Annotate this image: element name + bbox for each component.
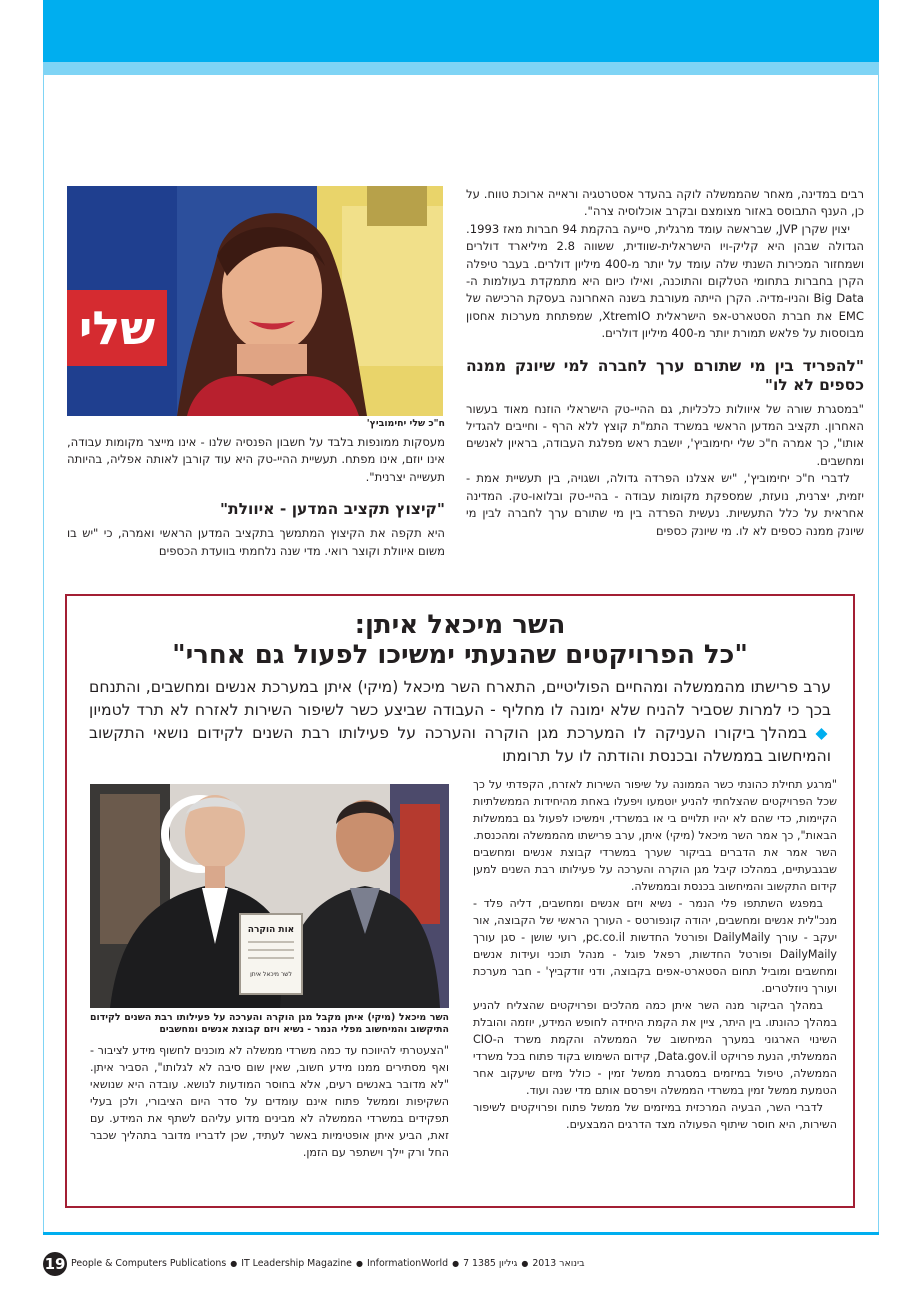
award-photo <box>90 784 449 1008</box>
bullet-icon: ● <box>521 1259 529 1268</box>
footer-issue: גיליון 1385 <box>472 1258 518 1269</box>
page-frame-left <box>43 75 44 1235</box>
body-paragraph: "הצעטרתי להיווכח עד כמה משרדי ממשלה לא מוכנים לחשוף מידע לציבור - ואף מסתירים ממנו מידע חשוב, שאין שום סיבה לא לגלותו", הסביר איתן. "לא מדובר באנשים רעים, אלא בחוסר המודעות לנושא. עובדה היא שנושאי השקיפות וממשל פתוח אינם עומדים על סדר היום הציבורי, ולכן בעלי תפקידים במשרדי הממשלה לא מבינים מדוע עליהם לשתף את המידע. עם זאת, הביע איתן אופטימיות באשר לעתיד, שכן לדבריו מדובר בתהליך שכבר החל ורק יילך וישתפר עם הזמן. <box>90 1044 449 1159</box>
photo-caption: השר מיכאל (מיקי) איתן מקבל מגן הוקרה והערכה על פעילותו רבת השנים לקידום התיקשוב והמיחשוב מפלי הנמר - נשיא ויזם קבוצת אנשים ומחשבים <box>90 1012 449 1035</box>
body-paragraph: לדברי השר, הבעיה המרכזית במיזמים של ממשל פתוח ופרויקטים לשיפור השירות, היא חוסר שיתוף הפעולה מצד הדרגים המבצעים. <box>473 1101 837 1131</box>
plaque-name: לשר מיכאל איתן <box>250 971 292 978</box>
article-left-column <box>67 418 445 560</box>
subheading: "להפריד בין מי שתורם ערך לחברה למי שיונק ממנה כספים לא לו" <box>466 356 864 394</box>
body-paragraph: במהלך הביקור מנה השר איתן כמה מהלכים ופרויקטים שהצליח להניע במהלך כהונתו. בין היתר, ציין את הקמת היחידה לחופש המידע, יוזמה והובלת השינוי הארגוני במערך המיחשוב של הממשלה והקמת משרד ה-CIO הממשלתי, הנעת פרויקט Data.gov.il, קידום השימוש בקוד פתוח בכל משרדי הממשלה, טיפול במיזמים במסגרת ממשל זמין - כולל מיזם שיעקוב אחר הטמעת ממשל זמין במשרדי הממשלה ויפרסם אותם מדי שנה ועוד. <box>473 999 837 1097</box>
photo-caption: ח"כ שלי יחימוביץ' <box>366 418 445 429</box>
article-right-column <box>466 186 864 540</box>
body-paragraph: לדברי ח"כ יחימוביץ', "יש אצלנו הפרדה גדולה, ושגויה, בין תעשיית אמת - יזמית, יצרנית, נועזת, שמספקת מקומות עבודה - בהיי-טק ובלואו-טק. המדינה אחראית על כלל התעשיות. נעשית הפרדה בין מי שתורם ערך לחברה לבין מי שיונק ממנה כספים לא לו. מי שיונק כספים <box>466 471 864 538</box>
footer-magazine: IT Leadership Magazine <box>241 1258 352 1269</box>
body-paragraph: מעסקות ממונפות בלבד על חשבון הפנסיה שלנו - אינו מייצר מקומות עבודה, אינו יוזם, אינו מפתח. תעשיית ההיי-טק היא עוד קורבן לאותה אפליה, בהיותה תעשייה יצרנית". <box>67 435 445 484</box>
page-footer <box>43 1248 879 1278</box>
bullet-icon: ● <box>230 1259 238 1268</box>
svg-text:שלי: שלי <box>78 301 156 355</box>
portrait-photo <box>67 186 443 416</box>
body-paragraph: "במסגרת שורה של איוולות כלכליות, גם ההיי-טק הישראלי הוזנח מאוד בעשור האחרון. תקציב המדען הראשי במשרד התמ"ת קוצץ ללא הרף - וחייבים להגדיל אותו", כך אמרה ח"כ שלי יחימוביץ', יושבת ראש מפלגת העבודה, בראיון לאנשים ומחשבים. <box>466 401 864 468</box>
header-band-light <box>43 62 879 75</box>
page-frame-right <box>878 75 879 1235</box>
header-band <box>43 0 879 62</box>
bullet-icon: ● <box>452 1259 460 1268</box>
subheading: "קיצוץ תקציב המדען - איוולת" <box>219 500 445 519</box>
box-right-column <box>473 776 837 1133</box>
box-title-line2: "כל הפרויקטים שהנעתי ימשיכו לפעול גם אחרי" <box>172 640 748 670</box>
footer-site: InformationWorld <box>366 1258 449 1269</box>
body-paragraph: יצוין שקרן JVP, שבראשה עומד מרגלית, סייעה בהקמת 94 חברות מאז 1993. הגדולה שבהן היא קליק-ויו הישראלית-שוודית, ששווה 2.8 מיליארד דולרים ושמחזור המכירות השנתי שלה עומד על יותר מ-400 מיליון דולרים. בעבר טיפלה הקרן בחברות בתחומי הטלקום והתוכנה, ואילו כיום היא מתמקדת בעולמות ה-Big Data והניו-מדיה. הקרן הייתה מעורבת בשנה האחרונה בעסקת הרכישה של EMC את חברת הסטארט-אפ הישראלית XtremIO, שמפתחת מערכות אחסון מבוססות על פלאש תמורת יותר מ-400 מיליון דולרים. <box>466 221 865 341</box>
bullet-icon: ● <box>355 1259 363 1268</box>
diamond-bullet-icon: ◆ <box>815 724 831 742</box>
page-number: 19 <box>43 1252 67 1276</box>
footer-credits <box>71 1258 585 1269</box>
body-paragraph: במפגש השתתפו פלי הנמר - נשיא ויזם אנשים ומחשבים, דליה פלד - מנכ"לית אנשים ומחשבים, יהודה קונפורטס - העורך הראשי של הקבוצה, אור יעקב - עורך DailyMaily ופורטל החדשות pc.co.il, רועי שושן - סגן עורך DailyMaily ופורטל החדשות, רפאל פוגל - מנהל תוכני ועידות אנשים ומחשבים ומוביל תחום הסטארט-אפים בקבוצה, ודני זודקביץ' - חבר מערכת ועורך ניוזלטרים. <box>473 897 838 995</box>
box-intro-part1: ערב פרישתו מהממשלה ומהחיים הפוליטיים, התארח השר מיכאל (מיקי) איתן במערכת אנשים ומחשבים, והתנחם בכך כי למרות שסביר להניח שלא ימונה לו מחליף - העבודה שביצע כשר לשיפור השירות לאזרח לא תרד לטמיון <box>89 678 831 719</box>
box-left-column <box>90 1042 449 1161</box>
body-paragraph: "מרגע תחילת כהונתי כשר הממונה על שיפור השירות לאזרח, הקפדתי על כך שכל הפרויקטים שהצלחתי להניע יוטמעו ויפעלו באחת מהיחידות הממשלתיות הקיימות, כדי שהם לא יהיו תלויים בי או במשרדי, וימשיכו לפעול גם בממשלות הבאות", כך אמר השר מיכאל (מיקי) איתן, ערב פרישתו מהממשלה ומהכנסת. השר אמר את הדברים בביקור שערך במשרדי קבוצת אנשים ומחשבים שבגבעתיים, במהלכו קיבל מגן הוקרה והערכה על פעילותו רבת השנים למען קידום התקשוב והמיחשוב בכנסת ובממשלה. <box>473 778 837 893</box>
footer-date: 7 בינואר 2013 <box>463 1258 585 1269</box>
footer-rule <box>43 1232 879 1235</box>
box-title-line1: השר מיכאל איתן: <box>354 610 566 640</box>
body-paragraph: היא תקפה את הקיצוץ המתמשך בתקציב המדען הראשי ואמרה, כי "יש בו משום איוולת וקוצר רואי. מדי שנה נלחמתי בוועדת הכספים <box>67 526 445 558</box>
body-paragraph: רבים במדינה, מאחר שהממשלה לוקה בהעדר אסטרטגיה וראייה ארוכת טווח. על כן, הענף התבוסס באזור מצומצם ובקרב אוכלוסיה צרה". <box>466 187 864 219</box>
footer-publisher: People & Computers Publications <box>71 1258 227 1269</box>
box-intro <box>89 676 831 768</box>
plaque-title: אות הוקרה <box>247 925 295 935</box>
box-intro-part2: במהלך ביקורו העניקה לו המערכת מגן הוקרה והערכה על פעילותו רבת השנים לקידום נושאי התקשוב והמיחשוב בממשלה ובכנסת והודתה לו על תרומתו <box>89 724 831 765</box>
